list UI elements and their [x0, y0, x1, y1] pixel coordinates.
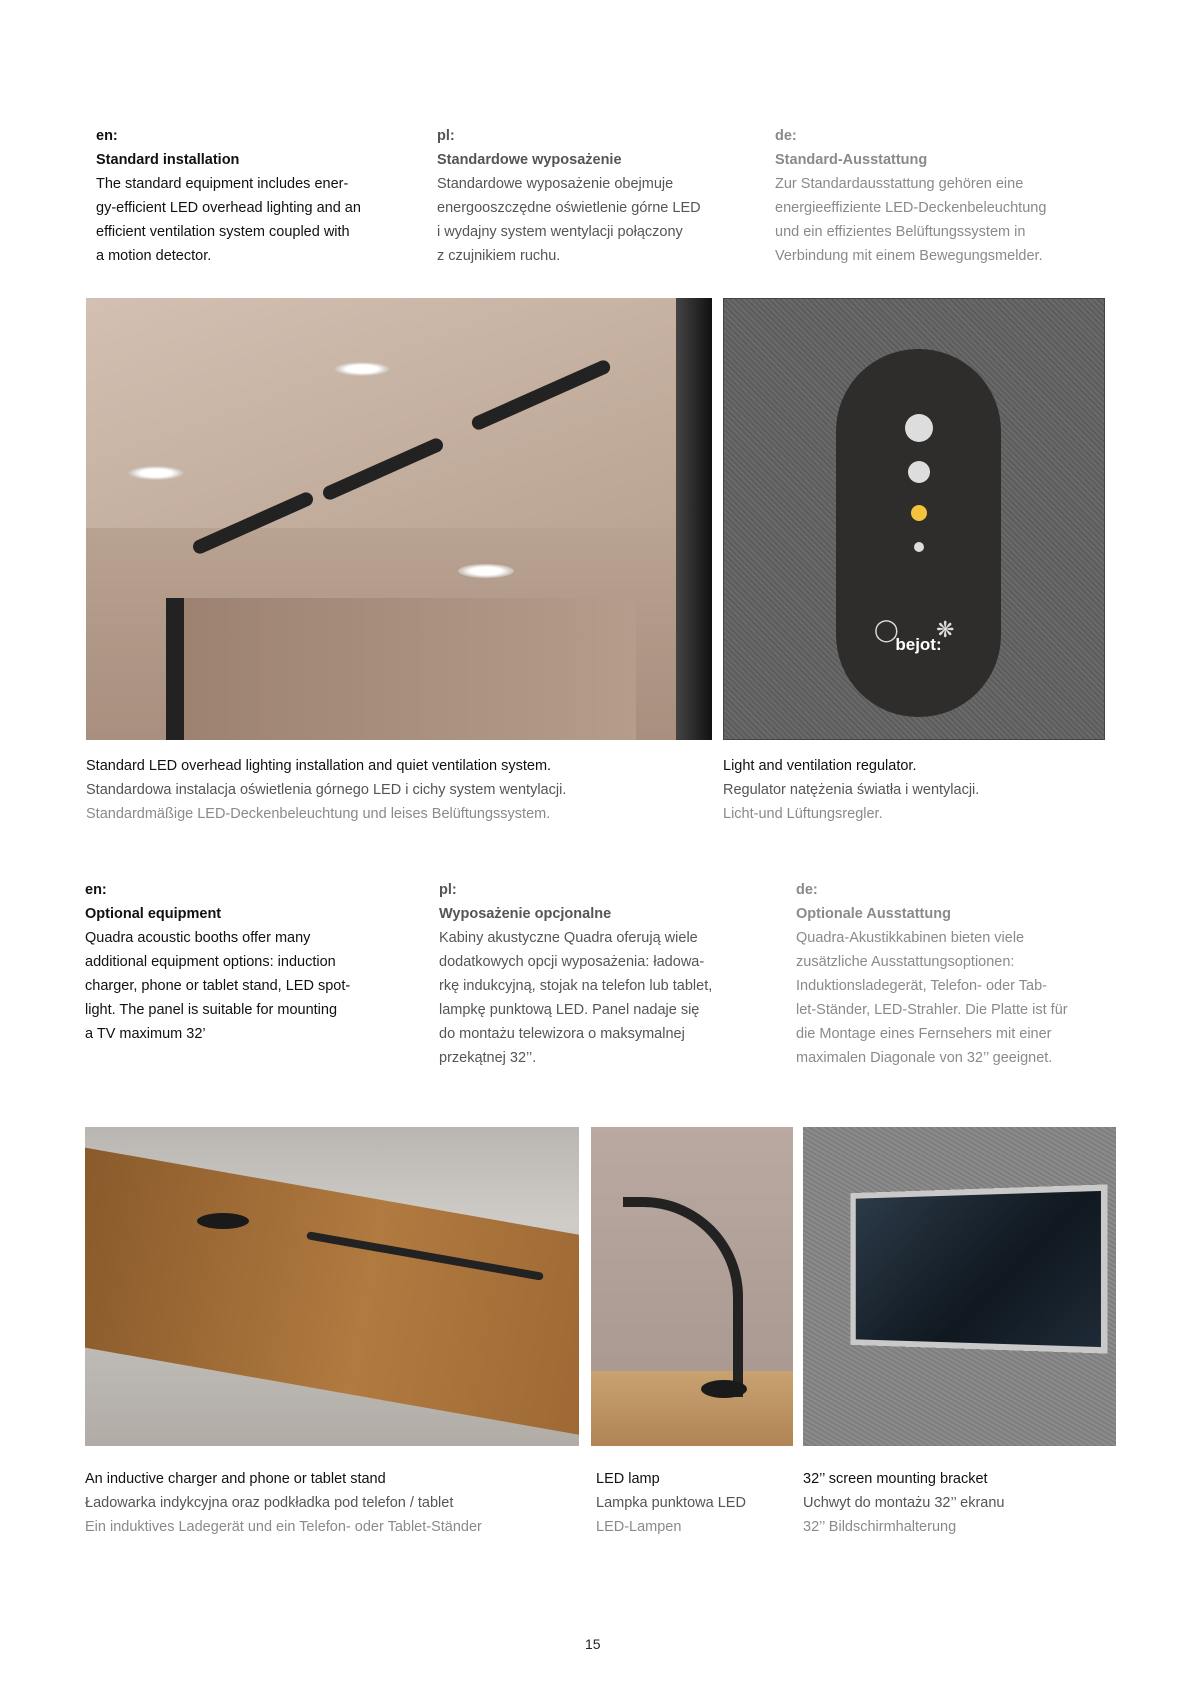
heading: Standard-Ausstattung	[775, 152, 928, 168]
brand-logo: bejot:	[895, 635, 942, 654]
body-line: z czujnikiem ruchu.	[437, 248, 561, 264]
caption-de: LED-Lampen	[596, 1519, 682, 1535]
body-line: dodatkowych opcji wyposażenia: ładowa-	[439, 954, 705, 970]
standard-pl	[437, 124, 767, 268]
body-line: gy-efficient LED overhead lighting and an	[96, 200, 361, 216]
body-line: und ein effizientes Belüftungssystem in	[775, 224, 1026, 240]
lang-label: en:	[85, 882, 107, 898]
heading: Optionale Ausstattung	[796, 906, 951, 922]
body-line: additional equipment options: induction	[85, 954, 336, 970]
body-line: Kabiny akustyczne Quadra oferują wiele	[439, 930, 698, 946]
body-line: efficient ventilation system coupled with	[96, 224, 350, 240]
heading: Standard installation	[96, 152, 240, 168]
body-line: die Montage eines Fernsehers mit einer	[796, 1026, 1052, 1042]
caption-de: Ein induktives Ladegerät und ein Telefon- oder Tablet-Ständer	[85, 1519, 482, 1535]
body-line: light. The panel is suitable for mounting	[85, 1002, 338, 1018]
caption-de: 32’’ Bildschirmhalterung	[803, 1519, 957, 1535]
caption-de: Licht-und Lüftungsregler.	[723, 806, 883, 822]
page-number: 15	[585, 1636, 601, 1652]
body-line: i wydajny system wentylacji połączony	[437, 224, 683, 240]
body-line: energooszczędne oświetlenie górne LED	[437, 200, 701, 216]
charger-desk-photo	[85, 1127, 579, 1446]
caption-pl: Uchwyt do montażu 32’’ ekranu	[803, 1495, 1005, 1511]
optional-pl	[439, 878, 769, 1070]
optional-de	[796, 878, 1126, 1070]
caption-ceiling	[86, 754, 566, 826]
fan-icon: ❋	[936, 617, 955, 642]
body-line: a TV maximum 32’	[85, 1026, 206, 1042]
standard-en	[96, 124, 426, 268]
body-line: zusätzliche Ausstattungsoptionen:	[796, 954, 1015, 970]
body-line: Quadra acoustic booths offer many	[85, 930, 311, 946]
body-line: charger, phone or tablet stand, LED spot-	[85, 978, 351, 994]
level-dot	[905, 414, 933, 442]
led-lamp-photo	[591, 1127, 793, 1446]
caption-en: An inductive charger and phone or tablet stand	[85, 1471, 386, 1487]
body-line: rkę indukcyjną, stojak na telefon lub tablet,	[439, 978, 713, 994]
body-line: Induktionsladegerät, Telefon- oder Tab-	[796, 978, 1047, 994]
heading: Optional equipment	[85, 906, 222, 922]
lang-label: pl:	[439, 882, 457, 898]
body-line: Standardowe wyposażenie obejmuje	[437, 176, 674, 192]
caption-charger	[85, 1467, 482, 1539]
standard-de	[775, 124, 1105, 268]
lang-label: pl:	[437, 128, 455, 144]
caption-pl: Regulator natężenia światła i wentylacji.	[723, 782, 980, 798]
tv-bracket-photo	[803, 1127, 1116, 1446]
caption-en: Light and ventilation regulator.	[723, 758, 917, 774]
heading: Standardowe wyposażenie	[437, 152, 622, 168]
lang-label: de:	[796, 882, 818, 898]
body-line: maximalen Diagonale von 32’’ geeignet.	[796, 1050, 1053, 1066]
body-line: a motion detector.	[96, 248, 212, 264]
caption-lamp	[596, 1467, 746, 1539]
heading: Wyposażenie opcjonalne	[439, 906, 612, 922]
bulb-icon: ◯	[874, 617, 899, 642]
level-dot	[914, 542, 924, 552]
caption-pl: Lampka punktowa LED	[596, 1495, 746, 1511]
caption-de: Standardmäßige LED-Deckenbeleuchtung und leises Belüftungssystem.	[86, 806, 551, 822]
lang-label: en:	[96, 128, 118, 144]
caption-regulator	[723, 754, 979, 826]
level-dot-active	[911, 505, 927, 521]
body-line: do montażu telewizora o maksymalnej	[439, 1026, 685, 1042]
lang-label: de:	[775, 128, 797, 144]
body-line: Zur Standardausstattung gehören eine	[775, 176, 1024, 192]
caption-pl: Standardowa instalacja oświetlenia górnego LED i cichy system wentylacji.	[86, 782, 567, 798]
body-line: Quadra-Akustikkabinen bieten viele	[796, 930, 1025, 946]
caption-pl: Ładowarka indykcyjna oraz podkładka pod telefon / tablet	[85, 1495, 454, 1511]
caption-tv	[803, 1467, 1005, 1539]
regulator-photo	[723, 298, 1105, 740]
caption-en: 32’’ screen mounting bracket	[803, 1471, 988, 1487]
optional-en	[85, 878, 415, 1046]
body-line: przekątnej 32’’.	[439, 1050, 537, 1066]
regulator-panel	[836, 349, 1001, 717]
ceiling-lighting-photo	[86, 298, 712, 740]
body-line: Verbindung mit einem Bewegungsmelder.	[775, 248, 1043, 264]
level-dot	[908, 461, 930, 483]
body-line: let-Ständer, LED-Strahler. Die Platte ist für	[796, 1002, 1068, 1018]
body-line: The standard equipment includes ener-	[96, 176, 349, 192]
body-line: energieeffiziente LED-Deckenbeleuchtung	[775, 200, 1047, 216]
caption-en: LED lamp	[596, 1471, 660, 1487]
body-line: lampkę punktową LED. Panel nadaje się	[439, 1002, 700, 1018]
caption-en: Standard LED overhead lighting installation and quiet ventilation system.	[86, 758, 552, 774]
